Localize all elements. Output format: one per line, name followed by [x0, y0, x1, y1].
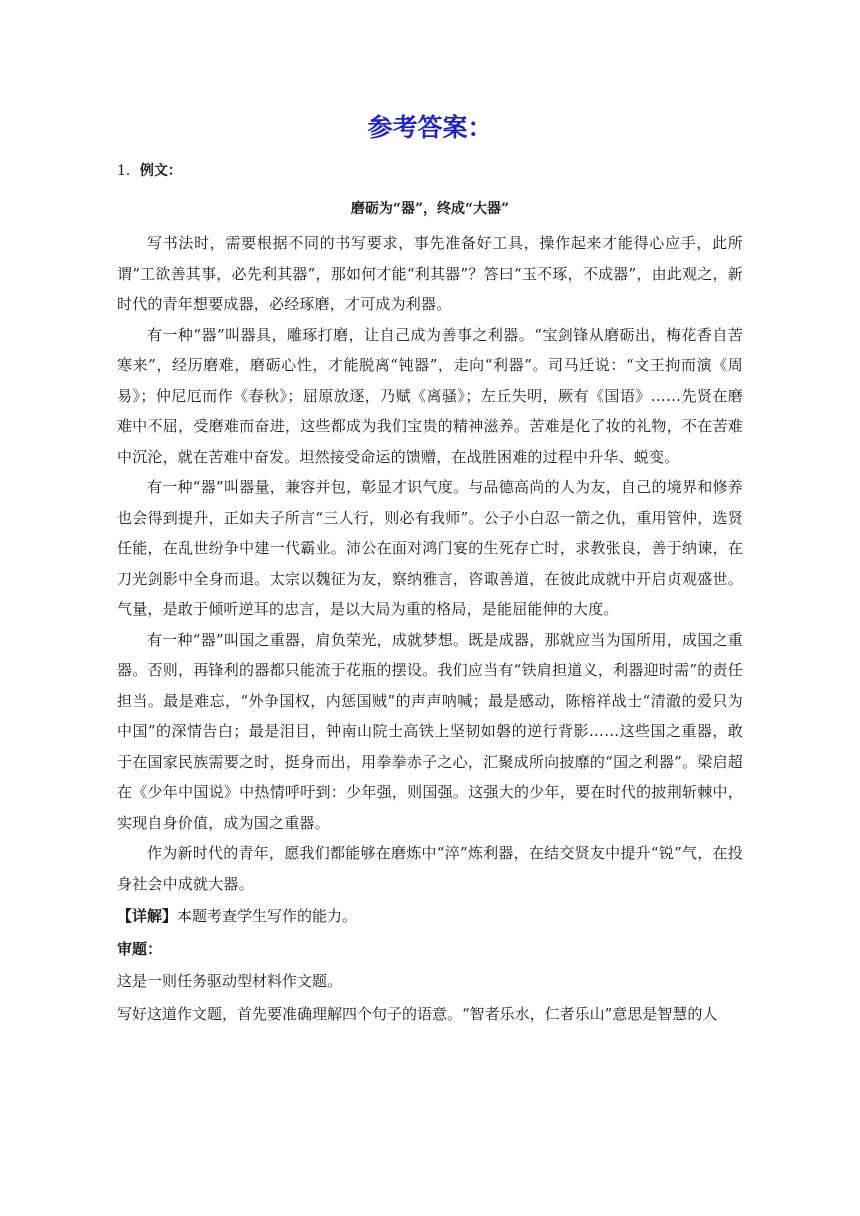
- question-label: 例文：: [139, 163, 182, 179]
- essay-paragraph-5: 作为新时代的青年，愿我们都能够在磨炼中“淬”炼利器，在结交贤友中提升“锐”气，在投身社会中成就大器。: [117, 844, 743, 893]
- essay-paragraph-4: 有一种“器”叫国之重器，肩负荣光，成就梦想。既是成器，那就应当为国所用，成国之重器。否则，再锋利的器都只能流于花瓶的摆设。我们应当有“铁肩担道义，利器迎时需”的责任担当。最是难忘，“外争国权，内惩国贼”的声声呐喊；最是感动，陈榕祥战士“清澈的爱只为中国”的深情告白；最是泪目，钟南山院士高铁上坚韧如磐的逆行背影……这些国之重器，敢于在国家民族需要之时，挺身而出，用拳拳赤子之心，汇聚成所向披靡的“国之利器”。梁启超在《少年中国说》中热情呼吁到：少年强，则国强。这强大的少年，要在时代的披荆斩棘中，实现自身价值，成为国之重器。: [117, 630, 743, 832]
- detail-line: [117, 901, 743, 932]
- page-title: 参考答案：: [367, 113, 493, 142]
- essay-paragraph-1: 写书法时，需要根据不同的书写要求，事先准备好工具，操作起来才能得心应手，此所谓“工欲善其事，必先利其器”，那如何才能“利其器”？答曰“玉不琢，不成器”，由此观之，新时代的青年想要成器，必经琢磨，才可成为利器。: [117, 234, 743, 313]
- detail-text: 本题考查学生写作的能力。: [177, 907, 358, 925]
- essay-paragraph-3: 有一种“器”叫器量，兼容并包，彰显才识气度。与品德高尚的人为友，自己的境界和修养也会得到提升，正如夫子所言“三人行，则必有我师”。公子小白忍一箭之仇，重用管仲，选贤任能，在乱世纷争中建一代霸业。沛公在面对鸿门宴的生死存亡时，求教张良，善于纳谏，在刀光剑影中全身而退。太宗以魏征为友，察纳雅言，咨诹善道，在彼此成就中开启贞观盛世。气量，是敢于倾听逆耳的忠言，是以大局为重的格局，是能屈能伸的大度。: [117, 478, 743, 618]
- essay-title: 磨砺为“器”，终成“大器”: [350, 201, 510, 217]
- review-line-1: 这是一则任务驱动型材料作文题。: [117, 972, 343, 990]
- question-heading: [117, 156, 743, 186]
- detail-tag: 【详解】: [117, 907, 178, 925]
- essay-paragraph-2: 有一种“器”叫器具，雕琢打磨，让自己成为善事之利器。“宝剑锋从磨砺出，梅花香自苦寒来”，经历磨难，磨砺心性，才能脱离“钝器”，走向“利器”。司马迁说：“文王拘而演《周易》；仲尼厄而作《春秋》；屈原放逐，乃赋《离骚》；左丘失明，厥有《国语》……先贤在磨难中不屈，受磨难而奋进，这些都成为我们宝贵的精神滋养。苦难是化了妆的礼物，不在苦难中沉沦，就在苦难中奋发。坦然接受命运的馈赠，在战胜困难的过程中升华、蜕变。: [117, 325, 743, 466]
- review-line-2: 写好这道作文题，首先要准确理解四个句子的语意。“智者乐水，仁者乐山”意思是智慧的人: [117, 1004, 718, 1023]
- review-heading: 审题：: [117, 939, 163, 958]
- question-number: 1．: [117, 163, 140, 179]
